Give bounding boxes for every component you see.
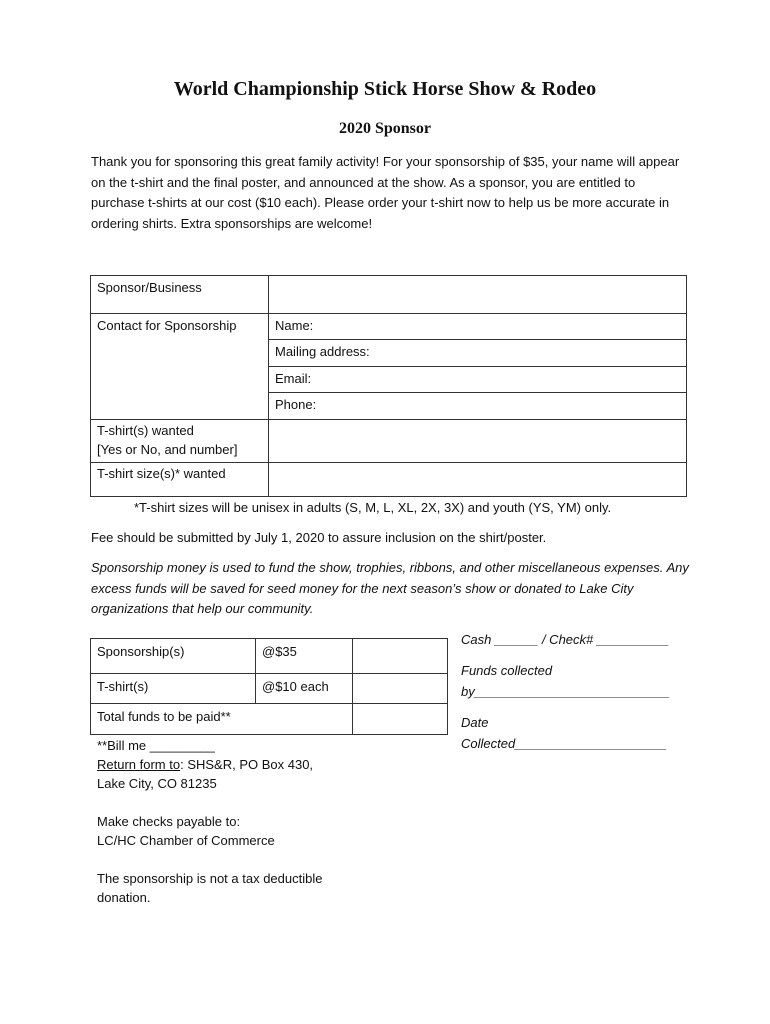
footer-block xyxy=(97,736,397,907)
tax-line2: donation. xyxy=(97,890,151,905)
sponsorship-price: @$35 xyxy=(256,639,353,674)
funds-collected xyxy=(461,660,691,702)
email-field[interactable]: Email: xyxy=(269,367,687,393)
tshirt-price: @$10 each xyxy=(256,674,353,704)
sponsorship-label: Sponsorship(s) xyxy=(91,639,256,674)
page-subtitle: 2020 Sponsor xyxy=(338,120,432,137)
tshirts-wanted-line1: T-shirt(s) wanted xyxy=(97,423,194,438)
tshirt-sizes-field[interactable] xyxy=(269,463,687,497)
checks-line2: LC/HC Chamber of Commerce xyxy=(97,833,275,848)
checks-line1: Make checks payable to: xyxy=(97,814,241,829)
date-collected-line1: Date xyxy=(461,715,489,730)
phone-field[interactable]: Phone: xyxy=(269,393,687,420)
tshirts-wanted-field[interactable] xyxy=(269,420,687,463)
return-label: Return form to xyxy=(97,757,181,772)
fee-note: Fee should be submitted by July 1, 2020 to assure inclusion on the shirt/poster. xyxy=(91,530,547,545)
total-label: Total funds to be paid** xyxy=(91,704,353,735)
bill-me-line: **Bill me _________ xyxy=(97,738,215,753)
sponsor-info-table xyxy=(90,275,687,497)
sponsor-business-label: Sponsor/Business xyxy=(91,276,269,314)
intro-paragraph: Thank you for sponsoring this great family activity! For your sponsorship of $35, your name will appear on the t-shirt and the final poster, and announced at the show. As a sponsor, you are entitled to purchase t-shirts at our cost ($10 each). Please order your t-shirt now to help us be more accurate in ordering shirts. Extra sponsorships are welcome! xyxy=(91,154,680,231)
size-note: *T-shirt sizes will be unisex in adults (S, M, L, XL, 2X, 3X) and youth (YS, YM) only. xyxy=(134,500,612,515)
tshirts-wanted-line2: [Yes or No, and number] xyxy=(97,442,238,457)
cash-check-line: Cash ______ / Check# __________ xyxy=(461,632,670,647)
payment-table xyxy=(90,638,448,735)
tshirt-total-field[interactable] xyxy=(353,674,448,704)
funds-collected-line2: by___________________________ xyxy=(461,684,670,699)
total-funds-field[interactable] xyxy=(353,704,448,735)
return-address: : SHS&R, PO Box 430, xyxy=(180,757,314,772)
return-line2: Lake City, CO 81235 xyxy=(97,776,217,791)
tshirt-label: T-shirt(s) xyxy=(91,674,256,704)
contact-name-field[interactable]: Name: xyxy=(269,314,687,340)
date-collected-line2: Collected_____________________ xyxy=(461,736,668,751)
tshirts-wanted-label xyxy=(91,420,269,463)
return-line xyxy=(97,755,397,774)
page-title: World Championship Stick Horse Show & Rodeo xyxy=(173,78,597,100)
contact-label: Contact for Sponsorship xyxy=(91,314,269,420)
tax-line1: The sponsorship is not a tax deductible xyxy=(97,871,323,886)
sponsor-business-field[interactable] xyxy=(269,276,687,314)
funds-collected-line1: Funds collected xyxy=(461,663,553,678)
mailing-address-field[interactable]: Mailing address: xyxy=(269,340,687,367)
sponsorship-total-field[interactable] xyxy=(353,639,448,674)
tshirt-sizes-label: T-shirt size(s)* wanted xyxy=(91,463,269,497)
money-note: Sponsorship money is used to fund the show, trophies, ribbons, and other miscellaneous expenses. Any excess funds will be saved for seed money for the next season’s show or donated to Lake City organizations that help our community. xyxy=(91,560,689,616)
date-collected xyxy=(461,712,691,754)
